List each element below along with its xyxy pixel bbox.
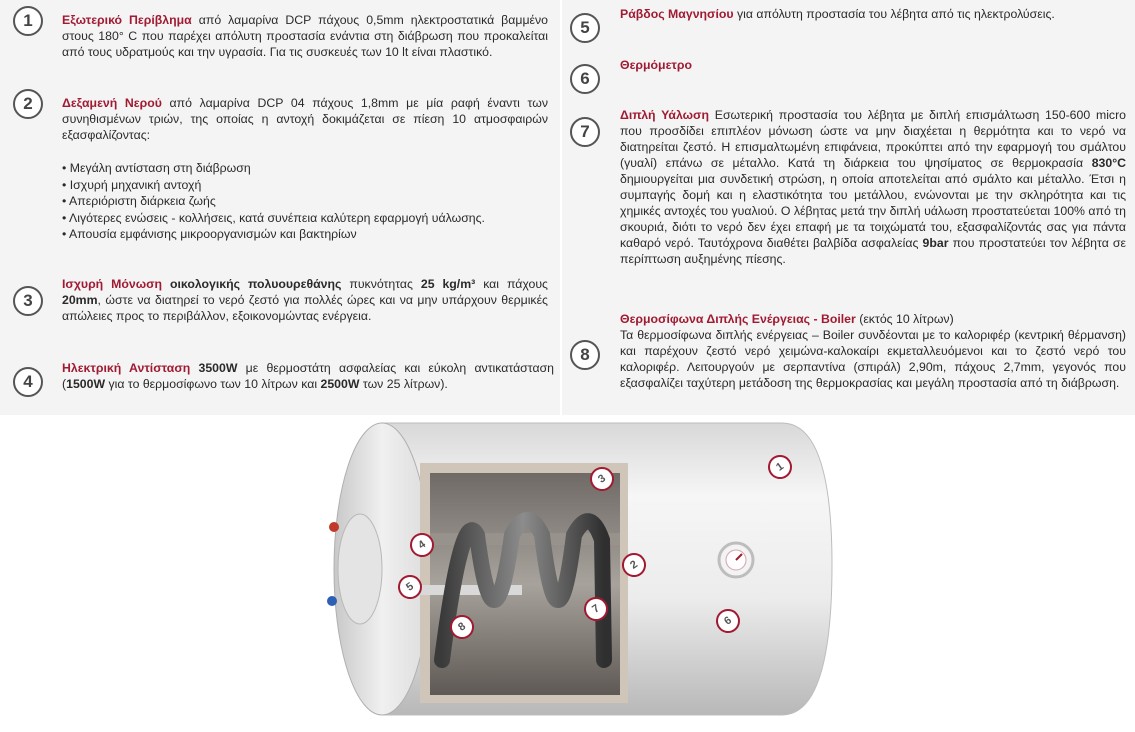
diagram-label-3: 3 <box>585 462 618 495</box>
item-7-title: Διπλή Υάλωση <box>620 108 709 122</box>
item-7-valve-pressure: 9bar <box>922 236 949 250</box>
item-8-title: Θερμοσίφωνα Διπλής Ενέργειας - Boiler <box>620 312 856 326</box>
item-1-description <box>62 12 548 60</box>
item-2-title: Δεξαμενή Νερού <box>62 96 162 110</box>
item-4-power-25l: 2500W <box>320 377 360 391</box>
item-3-text-3: , ώστε να διατηρεί το νερό ζεστό για πολλές ώρες και να μην υπάρχουν θερμικές απώλειες προς το περιβάλλον, εξοικονομώντας ενέργεια. <box>62 293 548 323</box>
item-3-thickness: 20mm <box>62 293 98 307</box>
item-7-text-3: που προστατεύει τον λέβητα σε περίπτωση αυξημένης πίεσης. <box>620 236 1126 266</box>
item-4-text-2: για το θερμοσίφωνο των 10 λίτρων και <box>108 377 318 391</box>
item-number-8: 8 <box>570 340 600 370</box>
diagram-label-4: 4 <box>405 528 438 561</box>
item-2-description <box>62 95 548 143</box>
item-number-7: 7 <box>570 117 600 147</box>
diagram-label-5: 5 <box>393 570 426 603</box>
item-6-description <box>620 57 1120 73</box>
bullet-item: • Μεγάλη αντίσταση στη διάβρωση <box>62 160 548 177</box>
bullet-item: • Απεριόριστη διάρκεια ζωής <box>62 193 548 210</box>
item-4-title: Ηλεκτρική Αντίσταση <box>62 361 191 375</box>
item-number-5: 5 <box>570 13 600 43</box>
bullet-item: • Απουσία εμφάνισης μικροοργανισμών και βακτηρίων <box>62 226 548 243</box>
item-3-density: 25 kg/m³ <box>420 277 476 291</box>
item-2-bullet-list <box>62 160 548 243</box>
item-8-text: Τα θερμοσίφωνα διπλής ενέργειας – Boiler συνδέονται με το καλοριφέρ (κεντρική θέρμανση) και παρέχουν ζεστό νερό χειμώνα-καλοκαίρι εκμεταλλευόμενοι και το ζεστό νερό του καλοριφέρ. Λειτουργούν με σερπαντίνα (σπιράλ) 2,90m, πάχους 2,7mm, γεγονός που εξασφαλίζει ταχύτερη μετάδοση της θερμοκρασίας και μεγάλη προστασία από τη διάβρωση. <box>620 328 1126 390</box>
item-4-text-1: με θερμοστάτη ασφαλείας και εύκολη αντικατάσταση ( <box>62 361 554 391</box>
item-number-2: 2 <box>13 89 43 119</box>
diagram-label-8: 8 <box>445 610 478 643</box>
thermostat-cover <box>338 514 382 624</box>
item-2-text: από λαμαρίνα DCP 04 πάχους 1,8mm με μία ραφή έναντι των συνηθισμένων τριών, της οποίας η αντοχή δοκιμάζεται σε πίεση 10 ατμοσφαιρών εξασφαλίζοντας: <box>62 96 548 142</box>
item-8-description <box>620 311 1126 391</box>
diagram-label-1: 1 <box>763 450 796 483</box>
item-7-description <box>620 107 1126 267</box>
item-5-text: για απόλυτη προστασία του λέβητα από τις ηλεκτρολύσεις. <box>736 7 1055 21</box>
item-3-text-2: και πάχους <box>483 277 548 291</box>
water-heater-cutaway-diagram <box>312 415 850 727</box>
item-4-description <box>62 360 554 392</box>
item-3-title-bold: οικολογικής πολυουρεθάνης <box>169 277 342 291</box>
item-number-1: 1 <box>13 6 43 36</box>
item-number-6: 6 <box>570 64 600 94</box>
item-number-4: 4 <box>13 367 43 397</box>
item-5-description <box>620 6 1120 22</box>
item-number-3: 3 <box>13 286 43 316</box>
hot-outlet-icon <box>329 522 339 532</box>
diagram-label-6: 6 <box>711 604 744 637</box>
bullet-item: • Ισχυρή μηχανική αντοχή <box>62 177 548 194</box>
item-7-text-1: Εσωτερική προστασία του λέβητα με διπλή επισμάλτωση 150-600 micro που προσδίδει επιπλέον μόνωση ώστε να μην διαχέεται η θερμότητα και το νερό να διατηρείται ζεστό. Η επισμαλτωμένη επιφάνεια, προκύπτει από την εφαρμογή του σμάλτου (γυαλί) επάνω σε μέταλλο. Κατά τη διάρκεια του ψησίματος σε θερμοκρασία <box>620 108 1127 170</box>
item-4-power-10l: 1500W <box>66 377 106 391</box>
cold-inlet-icon <box>327 596 337 606</box>
item-5-title: Ράβδος Μαγνησίου <box>620 7 734 21</box>
item-8-note: (εκτός 10 λίτρων) <box>859 312 954 326</box>
item-4-power: 3500W <box>198 361 238 375</box>
item-6-title: Θερμόμετρο <box>620 58 693 72</box>
item-3-title: Ισχυρή Μόνωση <box>62 277 163 291</box>
item-7-temperature: 830°C <box>1091 156 1127 170</box>
bullet-item: • Λιγότερες ενώσεις - κολλήσεις, κατά συνέπεια καλύτερη εφαρμογή υάλωσης. <box>62 210 548 227</box>
diagram-label-7: 7 <box>579 592 612 625</box>
item-3-description <box>62 276 548 324</box>
item-1-text: από λαμαρίνα DCP πάχους 0,5mm ηλεκτροστατικά βαμμένο στους 180° C που παρέχει απόλυτη προστασία ενάντια στη διάβρωση που προκαλείται από τους υδρατμούς και την υγρασία. Για τις συσκευές των 10 lt είναι πλαστικό. <box>62 13 548 59</box>
item-7-text-2: δημιουργείται μια συνδετική στρώση, η οποία αποτελείται από σμάλτο και μέταλλο. Έτσι η συμπαγής δομή και η ελαστικότητα του μετάλλου, ενώνονται με την σκληρότητα και τις χημικές αντοχές του γυαλιού. Ο λέβητας μετά την διπλή υάλωση προστατεύεται 100% από τη σκουριά, διότι το νερό δεν έχει επαφή με τα τοιχώματά του, εξασφαλίζοντάς σας για πάντα καθαρό νερό. Ταυτόχρονα διαθέτει βαλβίδα ασφαλείας <box>620 172 1126 250</box>
item-4-text-3: των 25 λίτρων). <box>362 377 448 391</box>
diagram-label-2: 2 <box>617 548 650 581</box>
item-3-text-1: πυκνότητας <box>349 277 413 291</box>
item-1-title: Εξωτερικό Περίβλημα <box>62 13 192 27</box>
